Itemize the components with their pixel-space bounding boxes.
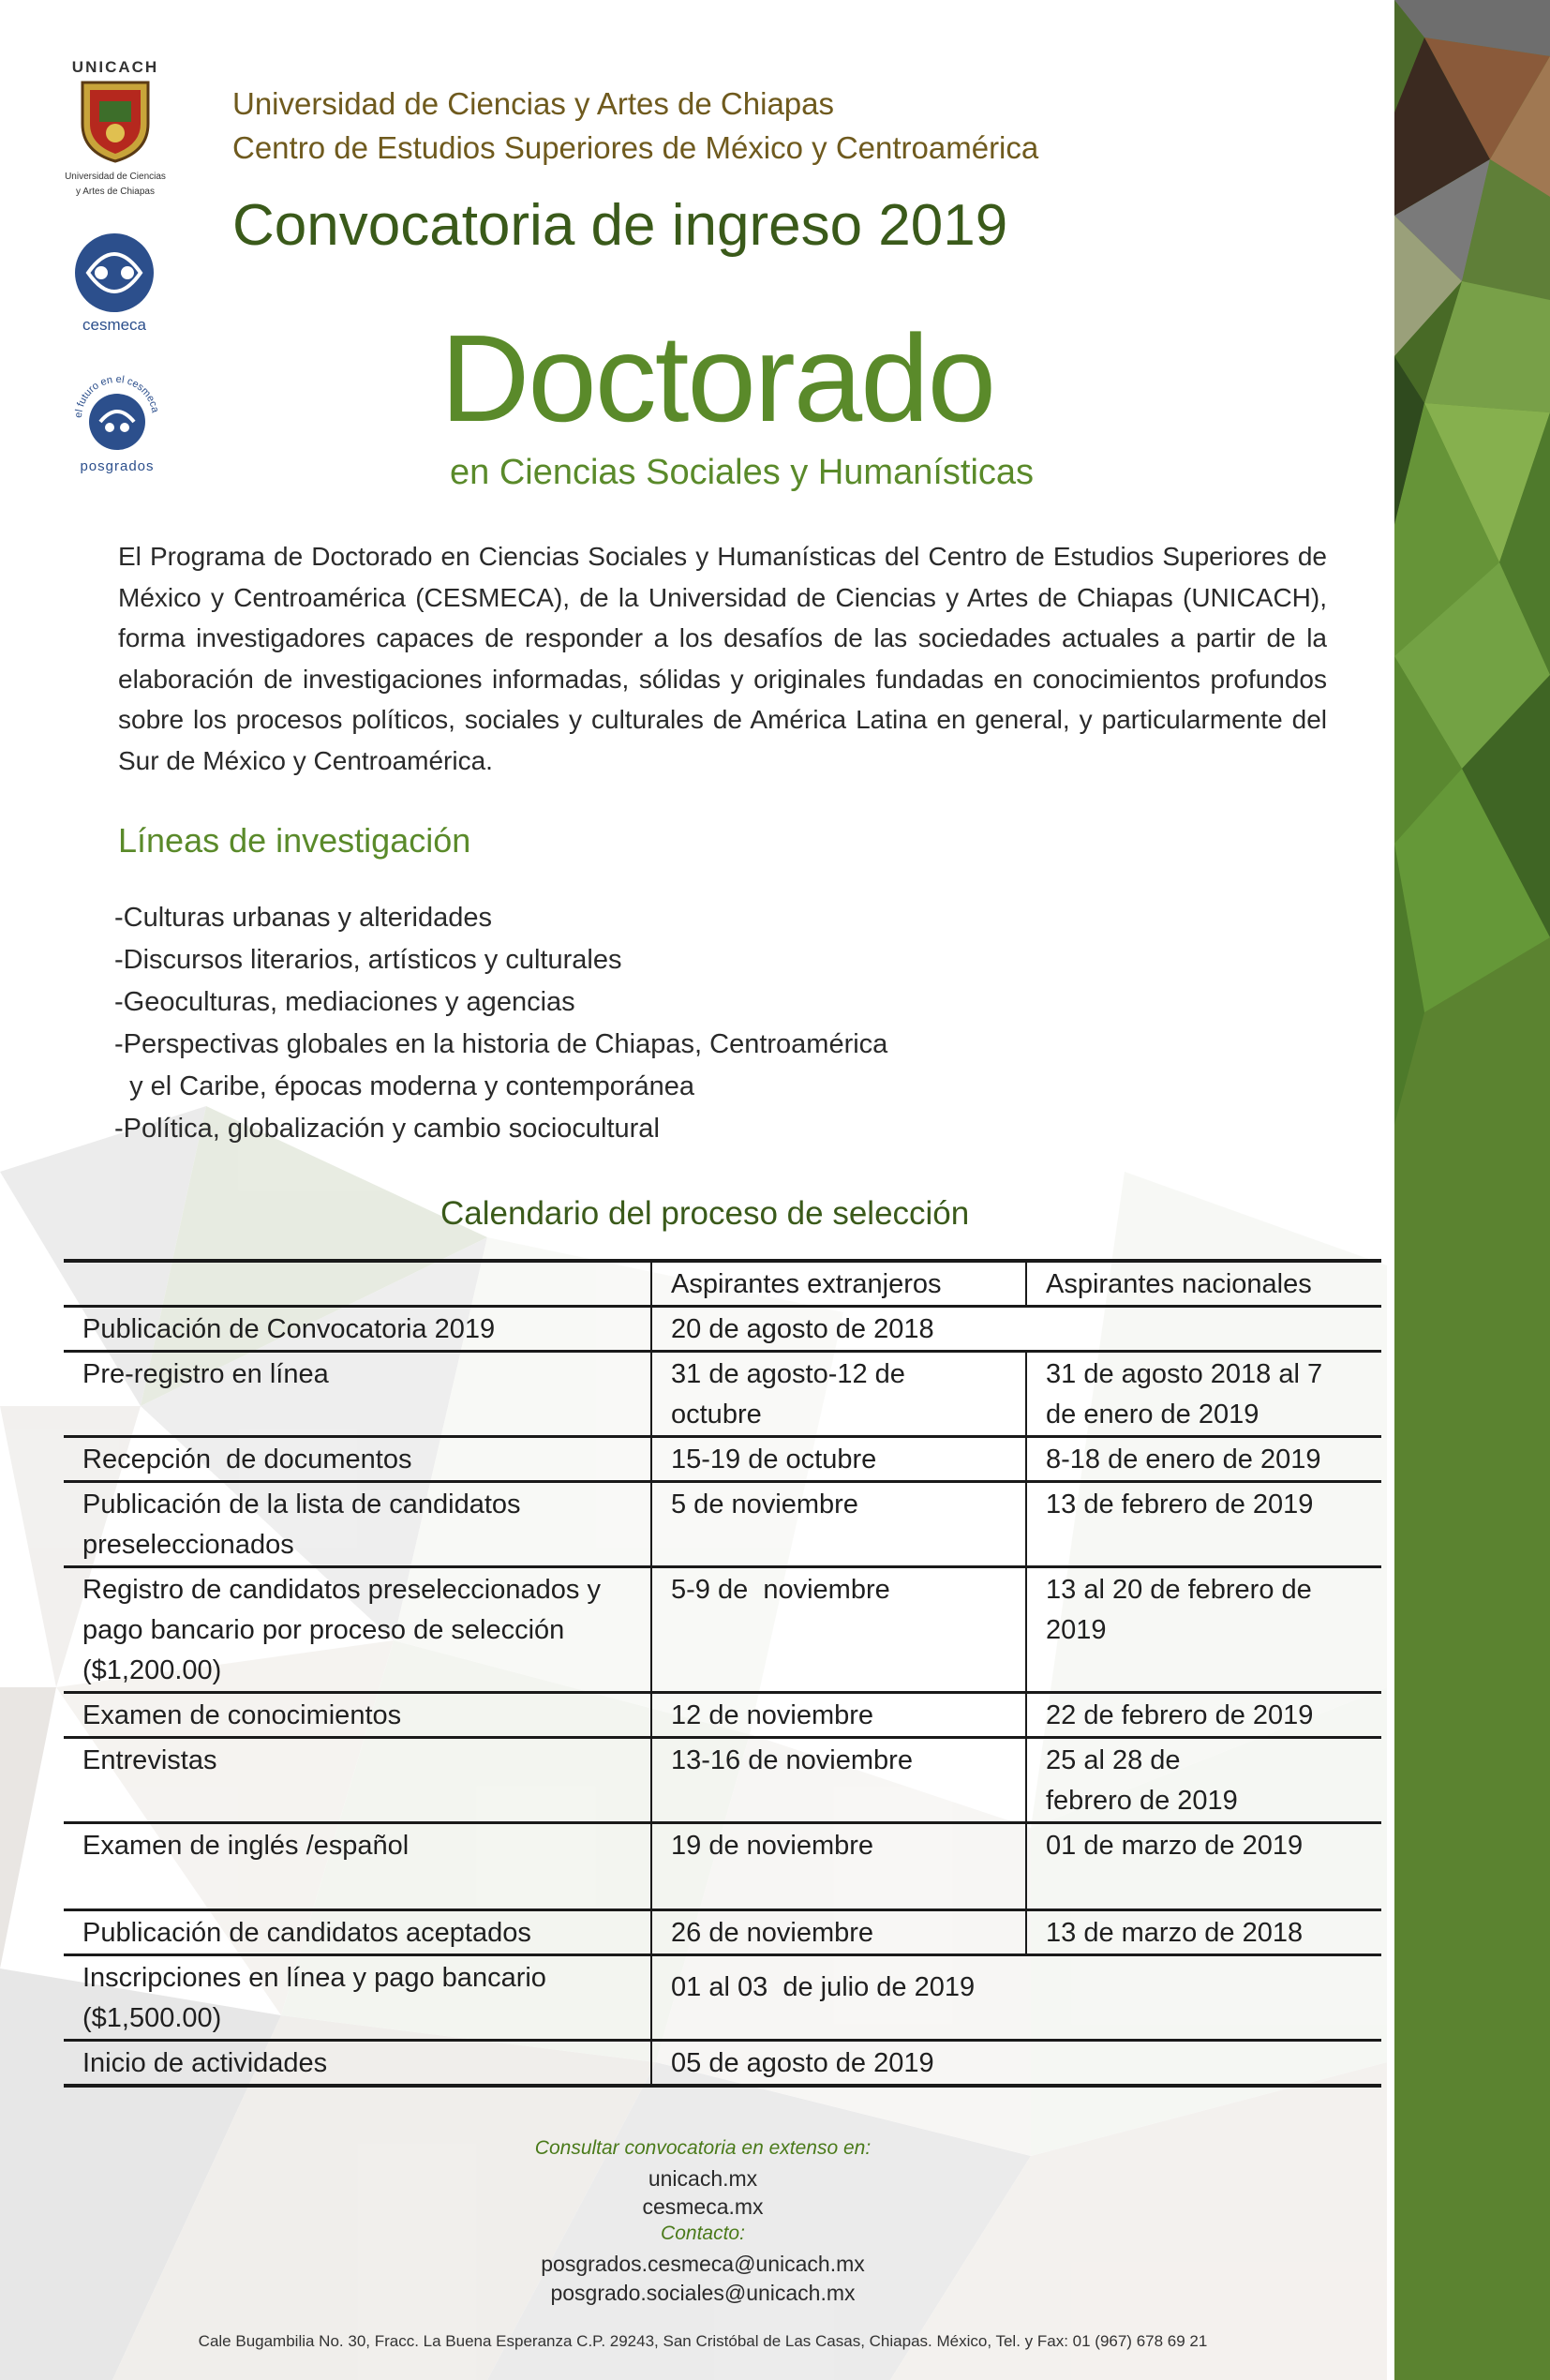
date-cell: 31 de agosto-12 de octubre <box>651 1352 1026 1437</box>
list-item: -Perspectivas globales en la historia de Chiapas, Centroamérica <box>114 1029 888 1059</box>
unicach-logo <box>45 58 186 198</box>
date-cell: 15-19 de octubre <box>651 1437 1026 1482</box>
unicach-wordmark: UNICACH <box>71 58 159 76</box>
cesmeca-caption: cesmeca <box>82 316 147 334</box>
date-cell: 22 de febrero de 2019 <box>1026 1693 1381 1738</box>
research-lines-list <box>114 897 887 1150</box>
stage-cell: Examen de inglés /español <box>64 1823 651 1910</box>
table-header-cell: Aspirantes extranjeros <box>651 1261 1026 1307</box>
date-cell: 13 de febrero de 2019 <box>1026 1482 1381 1567</box>
table-row <box>64 1823 1381 1910</box>
list-item: -Culturas urbanas y alteridades <box>114 903 492 933</box>
stage-cell: Inicio de actividades <box>64 2041 651 2087</box>
cesmeca-emblem-icon <box>69 231 159 315</box>
posgrados-logo <box>66 366 169 474</box>
stage-cell: Registro de candidatos preseleccionados y pago bancario por proceso de selección ($1,200.00) <box>64 1567 651 1693</box>
table-row <box>64 1955 1381 2041</box>
unicach-caption-2: y Artes de Chiapas <box>76 187 155 197</box>
date-cell: 31 de agosto 2018 al 7 de enero de 2019 <box>1026 1352 1381 1437</box>
email-link[interactable]: posgrado.sociales@unicach.mx <box>550 2281 856 2305</box>
stage-cell: Inscripciones en línea y pago bancario ($1,500.00) <box>64 1955 651 2041</box>
date-cell: 25 al 28 de febrero de 2019 <box>1026 1738 1381 1823</box>
list-item: -Política, globalización y cambio sociocultural <box>114 1114 660 1144</box>
stage-cell: Entrevistas <box>64 1738 651 1823</box>
table-row <box>64 2041 1381 2087</box>
date-cell: 05 de agosto de 2019 <box>651 2041 1381 2087</box>
cesmeca-logo <box>66 231 163 335</box>
date-cell: 12 de noviembre <box>651 1693 1026 1738</box>
stage-cell: Publicación de candidatos aceptados <box>64 1910 651 1955</box>
table-row <box>64 1437 1381 1482</box>
consult-label: Consultar convocatoria en extenso en: <box>534 2137 872 2159</box>
center-name: Centro de Estudios Superiores de México y Centroamérica <box>232 130 1039 165</box>
date-cell: 26 de noviembre <box>651 1910 1026 1955</box>
program-subtitle: en Ciencias Sociales y Humanísticas <box>450 453 1035 492</box>
date-cell: 13-16 de noviembre <box>651 1738 1026 1823</box>
date-cell: 5 de noviembre <box>651 1482 1026 1567</box>
date-cell: 01 de marzo de 2019 <box>1026 1823 1381 1910</box>
call-title: Convocatoria de ingreso 2019 <box>232 193 1008 258</box>
posgrados-caption: posgrados <box>80 458 155 474</box>
contact-label: Contacto: <box>661 2223 745 2244</box>
date-cell: 19 de noviembre <box>651 1823 1026 1910</box>
table-header-cell: Aspirantes nacionales <box>1026 1261 1381 1307</box>
unicach-caption-1: Universidad de Ciencias <box>65 172 166 182</box>
table-row <box>64 1482 1381 1567</box>
date-cell: 8-18 de enero de 2019 <box>1026 1437 1381 1482</box>
posgrados-emblem-icon <box>68 366 166 457</box>
institution-name: Universidad de Ciencias y Artes de Chiapas <box>232 86 835 121</box>
list-item: y el Caribe, épocas moderna y contemporánea <box>114 1071 695 1101</box>
calendar-heading: Calendario del proceso de selección <box>440 1195 970 1232</box>
program-title: Doctorado <box>440 309 995 447</box>
postal-address: Cale Bugambilia No. 30, Fracc. La Buena Esperanza C.P. 29243, San Cristóbal de Las Casas, Chiapas. México, Tel. y Fax: 01 (967) 678 69 21 <box>198 2332 1208 2350</box>
website-link[interactable]: unicach.mx <box>648 2166 758 2191</box>
table-header-cell <box>64 1261 651 1307</box>
table-row <box>64 1307 1381 1352</box>
stage-cell: Publicación de Convocatoria 2019 <box>64 1307 651 1352</box>
list-item: -Discursos literarios, artísticos y culturales <box>114 945 622 975</box>
table-row <box>64 1352 1381 1437</box>
stage-cell: Pre-registro en línea <box>64 1352 651 1437</box>
stage-cell: Recepción de documentos <box>64 1437 651 1482</box>
research-lines-heading: Líneas de investigación <box>118 821 471 860</box>
email-link[interactable]: posgrados.cesmeca@unicach.mx <box>541 2252 865 2276</box>
date-cell: 5-9 de noviembre <box>651 1567 1026 1693</box>
date-cell: 13 al 20 de febrero de 2019 <box>1026 1567 1381 1693</box>
stage-cell: Examen de conocimientos <box>64 1693 651 1738</box>
unicach-crest-icon <box>77 77 154 163</box>
intro-paragraph: El Programa de Doctorado en Ciencias Sociales y Humanísticas del Centro de Estudios Superiores de México y Centroamérica (CESMECA), de la Universidad de Ciencias y Artes de Chiapas (UNICACH), forma investigadores capaces de responder a los desafíos de las sociedades actuales a partir de la elaboración de investigaciones informadas, sólidas y originales fundadas en conocimientos profundos sobre los procesos políticos, sociales y culturales de América Latina en general, y particularmente del Sur de México y Centroamérica. <box>118 542 1327 775</box>
date-cell: 01 al 03 de julio de 2019 <box>651 1955 1381 2041</box>
date-cell: 13 de marzo de 2018 <box>1026 1910 1381 1955</box>
table-row <box>64 1910 1381 1955</box>
table-header-row <box>64 1261 1381 1307</box>
posgrados-ring-text: el futuro en el cesmeca <box>72 373 161 419</box>
table-row <box>64 1738 1381 1823</box>
table-row <box>64 1693 1381 1738</box>
selection-calendar-table <box>64 1259 1381 2088</box>
website-link[interactable]: cesmeca.mx <box>642 2194 764 2219</box>
table-row <box>64 1567 1381 1693</box>
stage-cell: Publicación de la lista de candidatos preseleccionados <box>64 1482 651 1567</box>
list-item: -Geoculturas, mediaciones y agencias <box>114 987 575 1017</box>
date-cell: 20 de agosto de 2018 <box>651 1307 1381 1352</box>
